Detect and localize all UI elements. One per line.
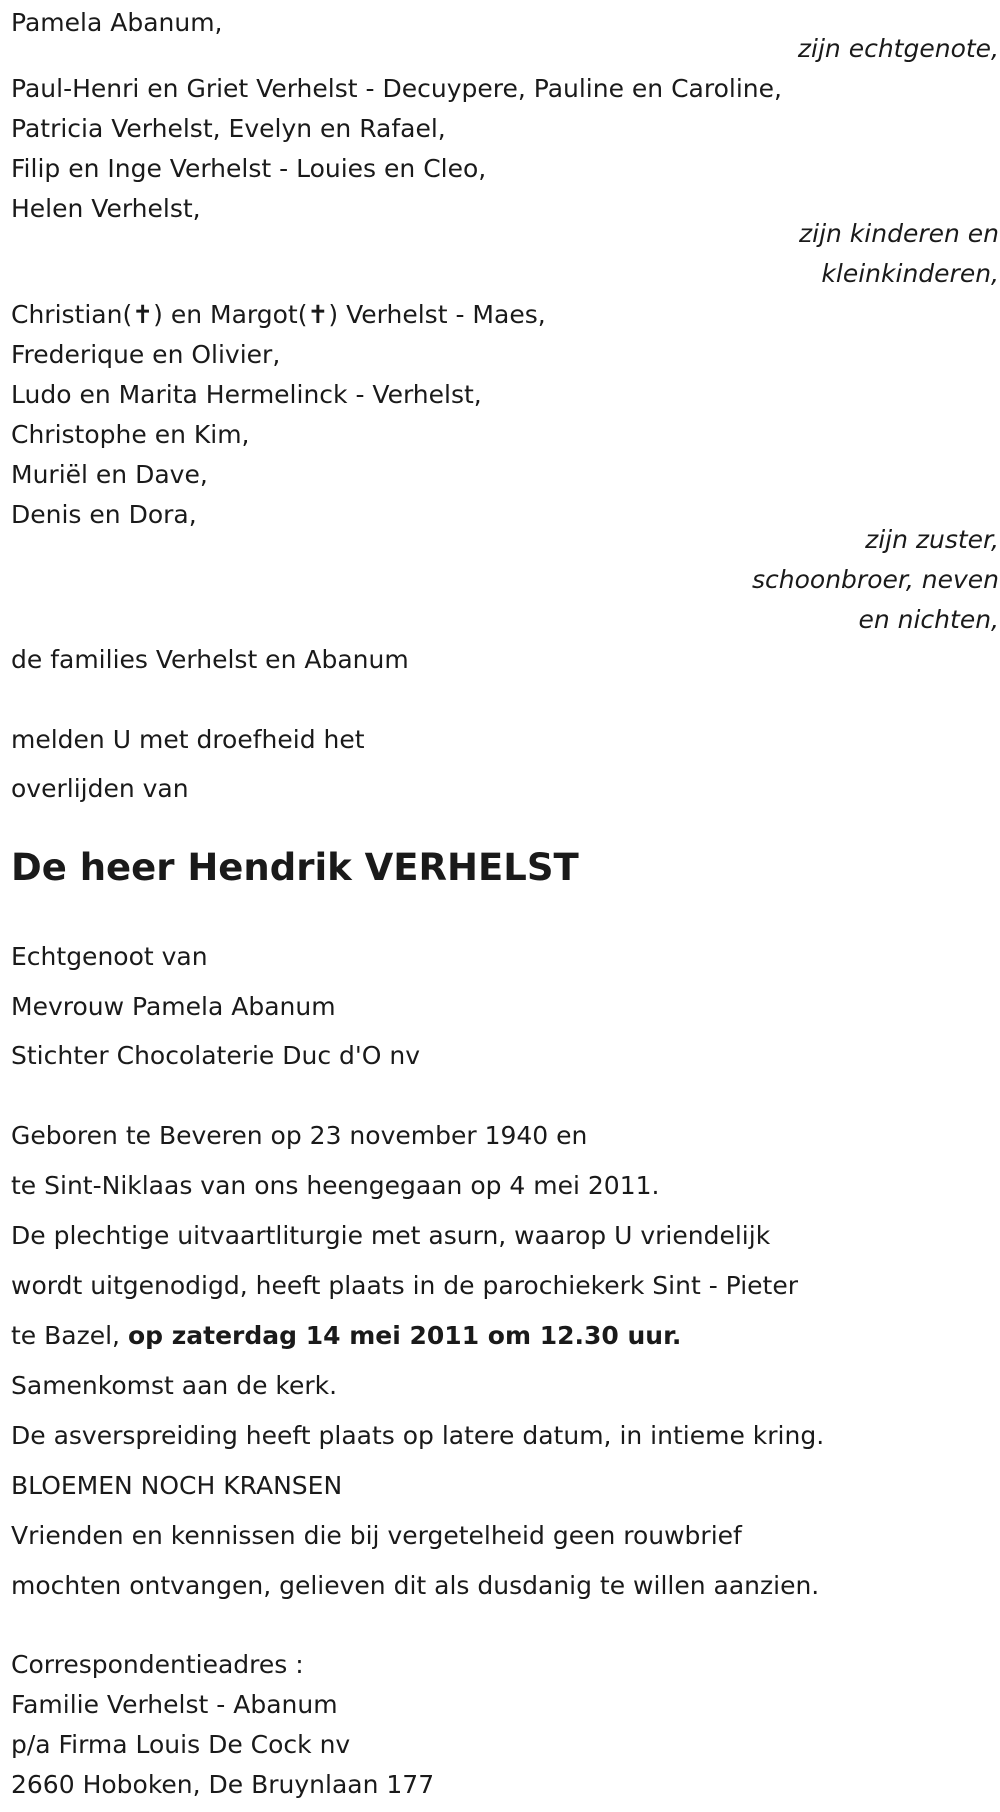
body-line: BLOEMEN NOCH KRANSEN	[11, 1471, 343, 1500]
body-line: mochten ontvangen, gelieven dit als dusdanig te willen aanzien.	[11, 1571, 820, 1600]
address-line: p/a Firma Louis De Cock nv	[11, 1730, 351, 1759]
detail-line: Stichter Chocolaterie Duc d'O nv	[11, 1041, 421, 1070]
role-children-line: kleinkinderen,	[821, 259, 999, 288]
ceremony-date: op zaterdag 14 mei 2011 om 12.30 uur.	[127, 1321, 682, 1350]
spouse-name: Pamela Abanum,	[11, 8, 223, 37]
role-siblings-line: schoonbroer, neven	[752, 565, 999, 594]
body-line: Geboren te Beveren op 23 november 1940 en	[11, 1121, 588, 1150]
announce-line: overlijden van	[11, 774, 189, 803]
body-line: De asverspreiding heeft plaats op latere datum, in intieme kring.	[11, 1421, 825, 1450]
detail-line: Echtgenoot van	[11, 942, 208, 971]
role-spouse: zijn echtgenote,	[797, 34, 999, 63]
body-text: te Bazel,	[11, 1321, 128, 1350]
detail-line: Mevrouw Pamela Abanum	[11, 992, 336, 1021]
child-line: Filip en Inge Verhelst - Louies en Cleo,	[11, 154, 487, 183]
child-line: Helen Verhelst,	[11, 194, 201, 223]
families-line: de families Verhelst en Abanum	[11, 645, 409, 674]
body-line: te Sint-Niklaas van ons heengegaan op 4 mei 2011.	[11, 1171, 660, 1200]
body-line: Samenkomst aan de kerk.	[11, 1371, 338, 1400]
body-line: Vrienden en kennissen die bij vergetelheid geen rouwbrief	[11, 1521, 742, 1550]
address-line: Familie Verhelst - Abanum	[11, 1690, 338, 1719]
sibling-line: Christian(✝) en Margot(✝) Verhelst - Maes,	[11, 300, 546, 329]
role-siblings-line: en nichten,	[858, 605, 999, 634]
deceased-name: De heer Hendrik VERHELST	[11, 846, 579, 889]
sibling-line: Denis en Dora,	[11, 500, 197, 529]
address-line: 2660 Hoboken, De Bruynlaan 177	[11, 1770, 435, 1799]
sibling-line: Muriël en Dave,	[11, 460, 208, 489]
body-line-ceremony	[11, 1321, 681, 1351]
announce-line: melden U met droefheid het	[11, 725, 365, 754]
body-line: wordt uitgenodigd, heeft plaats in de parochiekerk Sint - Pieter	[11, 1271, 798, 1300]
role-children-line: zijn kinderen en	[799, 219, 999, 248]
body-line: De plechtige uitvaartliturgie met asurn, waarop U vriendelijk	[11, 1221, 771, 1250]
sibling-line: Frederique en Olivier,	[11, 340, 281, 369]
child-line: Patricia Verhelst, Evelyn en Rafael,	[11, 114, 446, 143]
child-line: Paul-Henri en Griet Verhelst - Decuypere, Pauline en Caroline,	[11, 74, 782, 103]
role-siblings-line: zijn zuster,	[865, 525, 999, 554]
sibling-line: Ludo en Marita Hermelinck - Verhelst,	[11, 380, 482, 409]
address-line: Correspondentieadres :	[11, 1650, 304, 1679]
sibling-line: Christophe en Kim,	[11, 420, 250, 449]
